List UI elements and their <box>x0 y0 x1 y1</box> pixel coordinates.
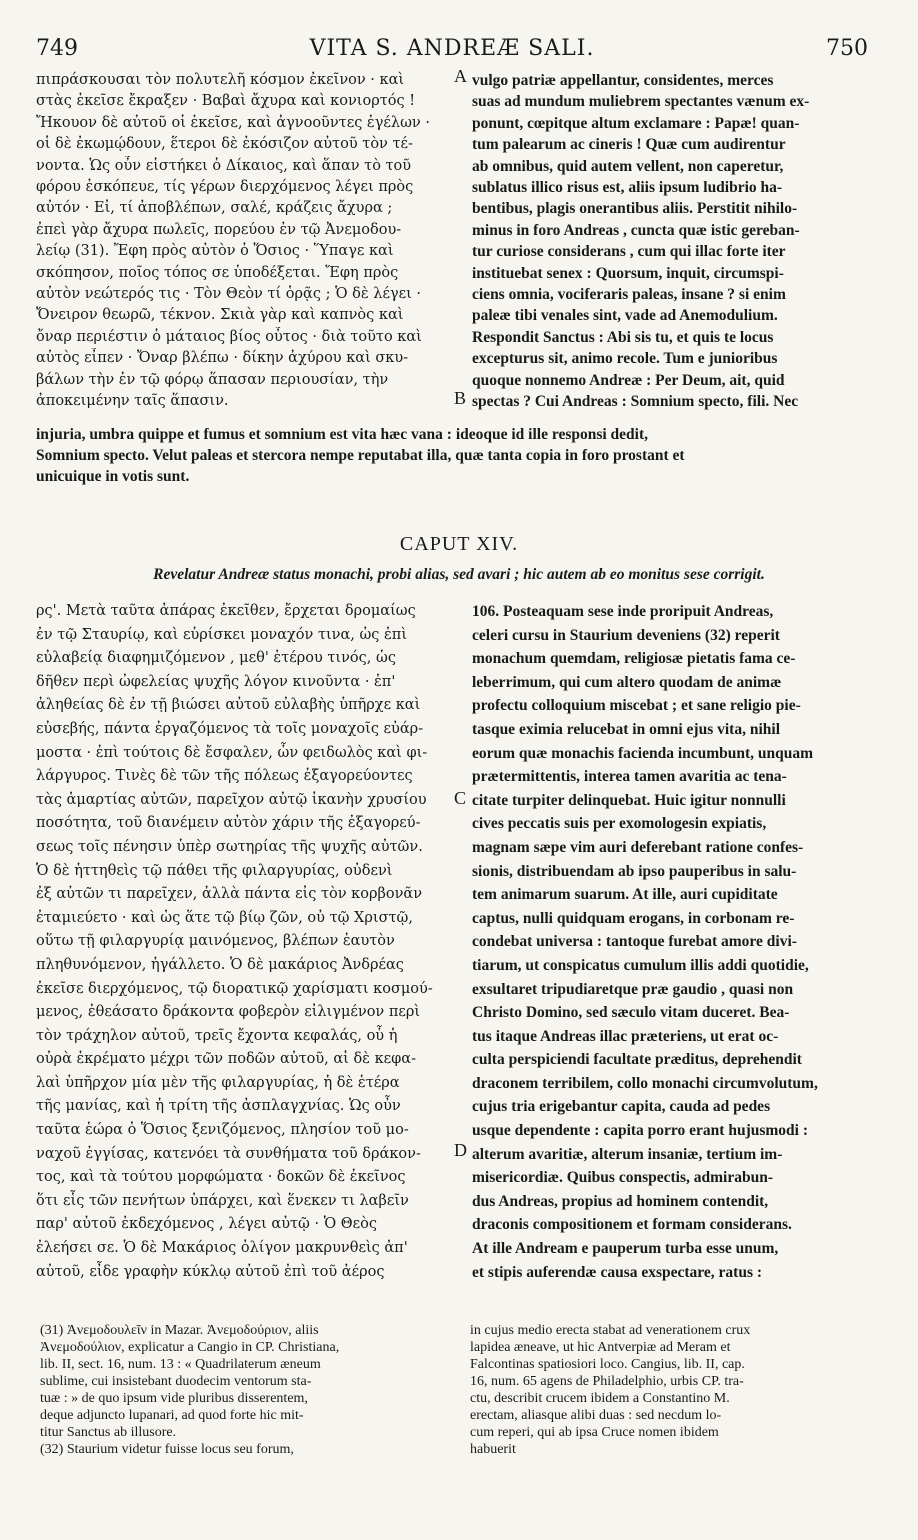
latin-text-line: monachum quemdam, religiosæ pietatis fama ce- <box>472 650 796 668</box>
greek-text-line: νοντα. Ὡς οὖν εἱστήκει ὁ Δίκαιος, καὶ ἅπαν τὸ τοῦ <box>36 157 412 174</box>
latin-text-line: draconis compositionem et formam considerans. <box>472 1216 792 1234</box>
page-number-right: 750 <box>826 36 868 61</box>
greek-text-line: οὐρὰ ἐκρέματο μέχρι τῶν ποδῶν αὐτοῦ, αἱ δὲ κεφα- <box>36 1051 416 1068</box>
footnote-line: ctu, describit crucem ibidem a Constantino M. <box>470 1391 730 1406</box>
greek-text-line: εὐλαβείᾳ διαφημιζόμενον , μεθ' ἑτέρου τινός, ὡς <box>36 650 396 667</box>
running-header <box>36 36 868 66</box>
greek-text-line: τὰς ἁμαρτίας αὐτῶν, παρεῖχον αὐτῷ ἱκανὴν χρυσίου <box>36 791 427 808</box>
footnote-line: erectam, aliasque alibi duas : sed necdum lo- <box>470 1408 722 1423</box>
footnote-line: sublime, cui insistebant duodecim ventorum sta- <box>40 1374 312 1389</box>
latin-text-line: dus Andreas, propius ad hominem contendit, <box>472 1192 769 1210</box>
latin-text-line: suas ad mundum muliebrem spectantes vænum ex- <box>472 93 810 111</box>
latin-text-line: tur curiose considerans , cum qui illac forte iter <box>472 243 786 261</box>
greek-text-line: ἐλεήσει σε. Ὁ δὲ Μακάριος ὀλίγον μακρυνθεὶς ἀπ' <box>36 1240 408 1257</box>
latin-text-line: ponunt, cœpitque altum exclamare : Papæ! quan- <box>472 114 800 132</box>
greek-text-line: μενος, ἐθεάσατο δράκοντα φοβερὸν εἰλιγμένον περὶ <box>36 1004 421 1021</box>
greek-text-line: αὐτὸν νεώτερός τις · Τὸν Θεὸν τί ὁρᾷς ; Ὁ δὲ λέγει · <box>36 286 422 303</box>
greek-text-line: εὐσεβής, πάντα ἐργαζόμενος τὰ τοῖς μοναχοῖς εὐάρ- <box>36 720 424 737</box>
latin-text-line: quoque nonnemo Andreæ : Per Deum, ait, quid <box>472 371 785 389</box>
greek-text-line: ποσότητα, τοῦ διανέμειν αὐτὸν χάριν τῆς ἐξαγορεύ- <box>36 815 421 832</box>
latin-text-line: ab omnibus, quid autem vellent, non caperetur, <box>472 157 784 175</box>
latin-text-line: tiarum, ut conspicatus cumulum illis addi quotidie, <box>472 956 809 974</box>
greek-text-line: Ἤκουον δὲ αὐτοῦ οἱ ἐκεῖσε, καὶ ἀγνοοῦντες ἐγέλων · <box>36 114 430 131</box>
greek-text-line: ἀληθείας δὲ ἐν τῇ βιώσει αὐτοῦ εὐλαβὴς ὑπῆρχε καὶ <box>36 697 421 714</box>
latin-text-line: spectas ? Cui Andreas : Somnium specto, fili. Nec <box>472 393 799 411</box>
latin-text-line: citate turpiter delinquebat. Huic igitur nonnulli <box>472 791 786 809</box>
latin-text-line: misericordiæ. Quibus conspectis, admirabun- <box>472 1169 773 1187</box>
footnote-line: Falcontinas spatiosiori loco. Cangius, lib. II, cap. <box>470 1357 745 1372</box>
margin-marker-d: D <box>454 1140 467 1160</box>
latin-column-bottom <box>472 600 882 1284</box>
latin-text-line: minus in foro Andreas , cuncta quæ istic gereban- <box>472 221 800 239</box>
greek-text-line: πληθυνόμενον, ἠγάλλετο. Ὁ δὲ μακάριος Ἀνδρέας <box>36 956 404 973</box>
full-width-paragraph <box>36 424 878 487</box>
greek-text-line: πιπράσκουσαι τὸν πολυτελῆ κόσμον ἐκεῖνον · καὶ <box>36 72 405 88</box>
latin-text-line: tasque eximia relucebat in omni ejus vita, nihil <box>472 720 781 738</box>
latin-text-line: condebat universa : tantoque furebat amore divi- <box>472 933 797 951</box>
greek-text-line: λαὶ ὑπῆρχον μία μὲν τῆς φιλαργυρίας, ἡ δὲ ἑτέρα <box>36 1074 400 1091</box>
running-title: VITA S. ANDREÆ SALI. <box>309 36 595 61</box>
latin-text-line: instituebat senex : Quorsum, inquit, circumspi- <box>472 264 784 282</box>
chapter-heading: CAPUT XIV. <box>399 533 519 555</box>
latin-text-line: cujus tria erigebantur capita, cauda ad pedes <box>472 1098 771 1116</box>
greek-text-line: παρ' αὐτοῦ ἐκδεχόμενος , λέγει αὐτῷ · Ὁ Θεὸς <box>36 1216 378 1233</box>
greek-text-line: οὕτω τῇ φιλαργυρίᾳ μαινόμενος, βλέπων ἑαυτὸν <box>36 933 395 950</box>
greek-text-line: ναχοῦ ἐγγίσας, κατενόει τὰ συνθήματα τοῦ δράκον- <box>36 1145 421 1162</box>
greek-text-line: τὸν τράχηλον αὐτοῦ, τρεῖς ἔχοντα κεφαλάς, οὗ ἡ <box>36 1027 398 1044</box>
latin-text-line: alterum avaritiæ, alterum insaniæ, tertium im- <box>472 1145 783 1163</box>
latin-text-line: captus, nulli quidquam erogans, in corbonam re- <box>472 909 795 927</box>
footnote-line: cum reperi, qui ab ipsa Cruce nomen ibidem <box>470 1425 719 1440</box>
latin-text-line: profectu colloquium miscebat ; et sane religio pie- <box>472 697 801 715</box>
latin-text-line: Christo Domino, sed sæculo vitam duceret. Bea- <box>472 1004 790 1022</box>
latin-text-line: 106. Posteaquam sese inde proripuit Andreas, <box>472 603 774 620</box>
latin-text-line: tum palearum ac cineris ! Quæ cum audirentur <box>472 136 786 154</box>
latin-text-line: bentibus, plagis onerantibus aliis. Perstitit nihilo- <box>472 200 798 218</box>
greek-text-line: ἐταμιεύετο · καὶ ὡς ἅτε τῷ βίῳ ζῶν, οὐ τῷ Χριστῷ, <box>36 909 413 926</box>
greek-text-line: ἐπεὶ γὰρ ἄχυρα πωλεῖς, πορεύου ἐν τῷ Ἀνεμοδου- <box>36 221 402 238</box>
footnote-line: in cujus medio erecta stabat ad venerationem crux <box>470 1323 751 1338</box>
latin-text-line: eorum quæ monachis facienda incumbunt, unquam <box>472 744 814 762</box>
latin-text-line: leberrimum, qui cum altero quodam de animæ <box>472 673 782 691</box>
latin-text-line: culta perspiciendi facultate præditus, deprehendit <box>472 1051 802 1069</box>
greek-text-line: ἐν τῷ Σταυρίῳ, καὶ εὑρίσκει μοναχόν τινα, ὡς ἐπὶ <box>36 626 408 643</box>
latin-text-line: tem animarum suarum. At ille, auri cupiditate <box>472 886 778 904</box>
greek-text-line: ἐξ αὐτῶν τι παρεῖχεν, ἀλλὰ πάντα εἰς τὸν κορβονᾶν <box>36 886 423 903</box>
latin-text-line: sublatus illico risus est, aliis ipsum ludibrio ha- <box>472 179 783 197</box>
latin-text-line: vulgo patriæ appellantur, considentes, merces <box>472 72 774 89</box>
greek-text-line: ἐκεῖσε διερχόμενος, τῷ διορατικῷ χαρίσματι κοσμού- <box>36 980 433 997</box>
greek-text-line: τος, καὶ τὰ τούτου μορφώματα · δοκῶν δὲ ἐκεῖνος <box>36 1169 406 1186</box>
footnote-line: 16, num. 65 agens de Philadelphio, urbis CP. tra- <box>470 1374 744 1389</box>
footnotes-right <box>470 1322 890 1458</box>
greek-text-line: βάλων τὴν ἐν τῷ φόρῳ ἅπασαν περιουσίαν, τὴν <box>36 371 389 388</box>
latin-text-line: cives peccatis suis per exomologesin expiatis, <box>472 815 767 833</box>
latin-text-line: sionis, distribuendam ab ipso pauperibus in salu- <box>472 862 797 880</box>
latin-column-top <box>472 70 882 413</box>
margin-marker-a: A <box>454 66 467 86</box>
greek-text-line: τῆς μανίας, καὶ ἡ τρίτη τῆς ἀσπλαγχνίας. Ὡς οὖν <box>36 1098 401 1115</box>
margin-marker-c: C <box>454 788 467 808</box>
latin-text-line: tus itaque Andreas illac præteriens, ut erat oc- <box>472 1027 779 1045</box>
greek-text-line: ταῦτα ἑώρα ὁ Ὅσιος ξενιζόμενος, πλησίον τοῦ μο- <box>36 1122 409 1139</box>
greek-text-line: φόρου ἐσκόπευε, τίς γέρων διερχόμενος λέγει πρὸς <box>36 179 414 196</box>
footnote-line: Ἀνεμοδούλιον, explicatur a Cangio in CP. Christiana, <box>40 1340 340 1355</box>
latin-text-line: prætermittentis, interea tamen avaritia ac tena- <box>472 768 787 786</box>
latin-text-line: Somnium specto. Velut paleas et stercora nempe reputabat illa, quæ tanta copia in foro prostant et <box>36 447 685 464</box>
greek-text-line: δῆθεν περὶ ὠφελείας ψυχῆς λόγον κινοῦντα · ἐπ' <box>36 673 396 690</box>
latin-text-line: exsultaret tripudiaretque præ gaudio , quasi non <box>472 980 794 998</box>
latin-text-line: excepturus sit, animo recole. Tum e junioribus <box>472 350 778 368</box>
footnote-line: lib. II, sect. 16, num. 13 : « Quadrilaterum æneum <box>40 1357 321 1372</box>
greek-text-line: οἱ δὲ ἐκωμῴδουν, ἕτεροι δὲ ἐκόσιζον αὐτοῦ τὸν τέ- <box>36 136 413 153</box>
greek-text-line: αὐτὸς εἶπεν · Ὄναρ βλέπω · δίκην ἀχύρου καὶ σκυ- <box>36 350 409 367</box>
greek-column-top <box>36 70 452 413</box>
greek-text-line: αὐτόν · Εἰ, τί ἀποβλέπων, σαλέ, κράζεις ἄχυρα ; <box>36 200 393 217</box>
latin-text-line: ciens omnia, vociferaris paleas, insane ? si enim <box>472 286 786 304</box>
footnote-line: (31) Ἀνεμοδουλεῖν in Mazar. Ἀνεμοδούριον, aliis <box>40 1323 319 1338</box>
latin-text-line: usque dependente : capita porro erant hujusmodi : <box>472 1122 809 1140</box>
latin-text-line: injuria, umbra quippe et fumus et somnium est vita hæc vana : ideoque id ille responsi dedit, <box>36 426 649 443</box>
greek-text-line: μοστα · ἐπὶ τούτοις δὲ ἔσφαλεν, ὧν φειδωλὸς καὶ φι- <box>36 744 428 761</box>
footnote-line: lapidea æneave, ut hic Antverpiæ ad Meram et <box>470 1340 731 1355</box>
latin-text-line: paleæ tibi venales sint, vade ad Anemodulium. <box>472 307 778 325</box>
greek-text-line: ρς'. Μετὰ ταῦτα ἀπάρας ἐκεῖθεν, ἔρχεται δρομαίως <box>36 603 416 619</box>
latin-text-line: magnam sæpe vim auri deferebant ratione confes- <box>472 838 804 856</box>
footnote-line: titur Sanctus ab illusore. <box>40 1425 177 1440</box>
greek-text-line: ἀποκειμένην ταῖς ἅπασιν. <box>36 393 229 410</box>
greek-column-bottom <box>36 600 452 1284</box>
greek-text-line: ὅτι εἷς τῶν πενήτων ὑπάρχει, καὶ ἕνεκεν τι λαβεῖν <box>36 1192 409 1209</box>
footnote-line: habuerit <box>470 1442 516 1457</box>
greek-text-line: λείῳ (31). Ἔφη πρὸς αὐτὸν ὁ Ὅσιος · Ὕπαγε καὶ <box>36 243 394 260</box>
greek-text-line: Ὁ δὲ ἡττηθεὶς τῷ πάθει τῆς φιλαργυρίας, οὐδενὶ <box>36 862 393 879</box>
footnote-line: deque adjuncto lupanari, ad quod forte hic mit- <box>40 1408 304 1423</box>
greek-text-line: Ὄνειρον θεωρῶ, τέκνον. Σκιὰ γὰρ καὶ καπνὸς καὶ <box>36 307 404 324</box>
greek-text-line: ὄναρ περιέστιν ὁ μάταιος βίος οὗτος · διὰ τοῦτο καὶ <box>36 328 422 345</box>
page-number-left: 749 <box>36 36 78 61</box>
latin-text-line: unicuique in votis sunt. <box>36 468 190 485</box>
margin-marker-b: B <box>454 388 467 408</box>
footnotes-left <box>40 1322 460 1458</box>
chapter-summary: Revelatur Andreæ status monachi, probi alias, sed avari ; hic autem ab eo monitus sese corrigit. <box>153 566 765 583</box>
latin-text-line: et stipis auferendæ causa exspectare, ratus : <box>472 1263 763 1281</box>
latin-text-line: At ille Andream e pauperum turba esse unum, <box>472 1240 779 1258</box>
greek-text-line: αὐτοῦ, εἶδε γραφὴν κύκλῳ αὐτοῦ ἐπὶ τοῦ ἀέρος <box>36 1263 385 1280</box>
greek-text-line: σεως τοῖς πένησιν ὑπὲρ σωτηρίας τῆς ψυχῆς αὐτῶν. <box>36 838 423 855</box>
greek-text-line: σκόπησον, ποῖος τόπος σε ὑποδέξεται. Ἔφη πρὸς <box>36 264 399 281</box>
latin-text-line: celeri cursu in Staurium deveniens (32) reperit <box>472 626 780 644</box>
footnote-line: (32) Staurium videtur fuisse locus seu forum, <box>40 1442 294 1457</box>
footnote-line: tuæ : » de quo ipsum vide pluribus disserentem, <box>40 1391 308 1406</box>
greek-text-line: στὰς ἐκεῖσε ἔκραξεν · Βαβαὶ ἄχυρα καὶ κονιορτός ! <box>36 93 416 110</box>
latin-text-line: draconem terribilem, collo monachi circumvolutum, <box>472 1074 818 1092</box>
latin-text-line: Respondit Sanctus : Abi sis tu, et quis te locus <box>472 328 774 346</box>
greek-text-line: λάργυρος. Τινὲς δὲ τῶν τῆς πόλεως ἐξαγορεύοντες <box>36 768 413 785</box>
